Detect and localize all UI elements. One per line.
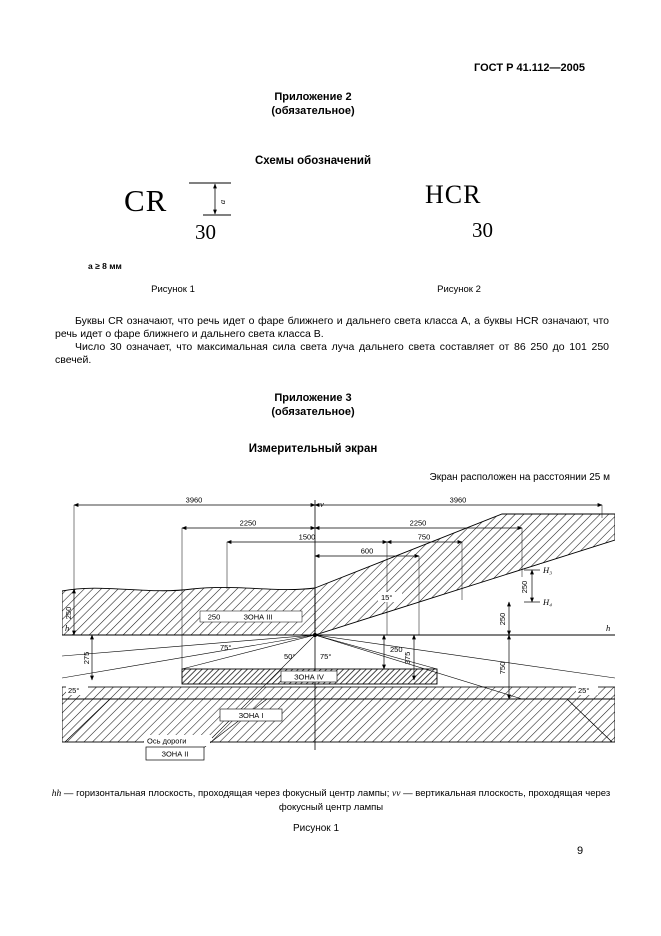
beam-band-right (315, 514, 615, 635)
angle-25-right-label: 25° (578, 686, 590, 695)
angle-75-left-label: 75° (220, 643, 232, 652)
angle-50-label: 50° (284, 652, 296, 661)
cr-mark: CR (124, 183, 168, 218)
dim-250-h-label: 250 (520, 580, 529, 594)
road-axis-label: Ось дороги (147, 736, 187, 746)
ray-zone4-right (315, 635, 437, 669)
appendix2-title: Приложение 2 (274, 91, 352, 103)
h-axis-label-left: h (65, 623, 70, 633)
road-surface-band (62, 687, 615, 699)
zone1-label: ЗОНА I (238, 711, 264, 720)
angle-75-right-label: 75° (320, 652, 332, 661)
measuring-screen-diagram (62, 492, 615, 780)
page-number: 9 (577, 845, 584, 857)
point-h4-label: H₄ (543, 597, 553, 607)
hh-definition: — горизонтальная плоскость, проходящая через фокусный центр лампы; (61, 788, 393, 799)
vv-symbol: vv (392, 789, 401, 799)
figure-footnote (36, 787, 626, 814)
screen-distance-note: Экран расположен на расстоянии 25 м (429, 472, 610, 483)
point-h3-label: H₃ (543, 565, 553, 575)
zone2-label: ЗОНА II (161, 749, 189, 759)
v-axis-label: v (320, 499, 324, 509)
appendix2-subtitle: (обязательное) (271, 104, 355, 117)
screen-heading: Измерительный экран (248, 443, 378, 455)
dim-250-left-label: 250 (64, 606, 73, 620)
ray-left-upper (62, 635, 315, 656)
angle-25-left-label: 25° (68, 686, 80, 695)
dim-1500-label: 1500 (298, 532, 316, 542)
hatched-regions (62, 514, 615, 742)
dim-600-label: 600 (360, 546, 374, 556)
body-text (55, 315, 609, 367)
cr-dimension-bracket (183, 177, 235, 225)
dim-250-mid-label: 250 (390, 645, 403, 654)
h-axis-label-right: h (606, 623, 611, 633)
hcr-mark: HCR (425, 180, 482, 209)
figure2-caption: Рисунок 2 (437, 284, 481, 295)
appendix3-subtitle: (обязательное) (271, 405, 355, 418)
dim-750-right-label: 750 (498, 661, 507, 675)
dim-2250-right-label: 2250 (409, 518, 427, 528)
dim-letter-a: a (217, 199, 227, 205)
paragraph-cr-hcr: Буквы CR означают, что речь идет о фаре ближнего и дальнего света класса А, а буквы HCR означают, что речь идет о фаре ближнего и дальнего света класса В. (55, 315, 609, 340)
dim-375-right-label: 375 (403, 651, 412, 665)
figure1-caption: Рисунок 1 (151, 284, 195, 295)
appendix3-header (0, 392, 626, 419)
hh-symbol: hh (51, 789, 62, 799)
dim-250-right-label: 250 (498, 612, 507, 626)
dim-750-top-label: 750 (417, 532, 431, 542)
vv-definition: — вертикальная плоскость, проходящая через фокусный центр лампы (278, 788, 611, 813)
size-note: a ≥ 8 мм (88, 261, 122, 271)
cr-value: 30 (195, 220, 216, 244)
dim-2250-left-label: 2250 (239, 518, 257, 528)
angle-15-label: 15° (381, 593, 393, 602)
appendix2-header (0, 91, 626, 118)
paragraph-30: Число 30 означает, что максимальная сила света луча дальнего света составляет от 86 250 до 101 250 свечей. (55, 341, 609, 366)
zone3-label: ЗОНА III (243, 612, 273, 622)
diagram-caption: Рисунок 1 (292, 823, 340, 834)
zone4-label: ЗОНА IV (294, 672, 324, 682)
schemes-heading: Схемы обозначений (254, 155, 372, 167)
dim-275-left-label: 275 (82, 651, 91, 665)
hcr-value: 30 (472, 218, 493, 242)
appendix3-title: Приложение 3 (274, 392, 352, 404)
doc-number: ГОСТ Р 41.112—2005 (474, 62, 585, 74)
dim-3960-right-label: 3960 (449, 495, 467, 505)
dim-250-zone3-label: 250 (207, 612, 221, 622)
dim-3960-left-label: 3960 (185, 495, 203, 505)
